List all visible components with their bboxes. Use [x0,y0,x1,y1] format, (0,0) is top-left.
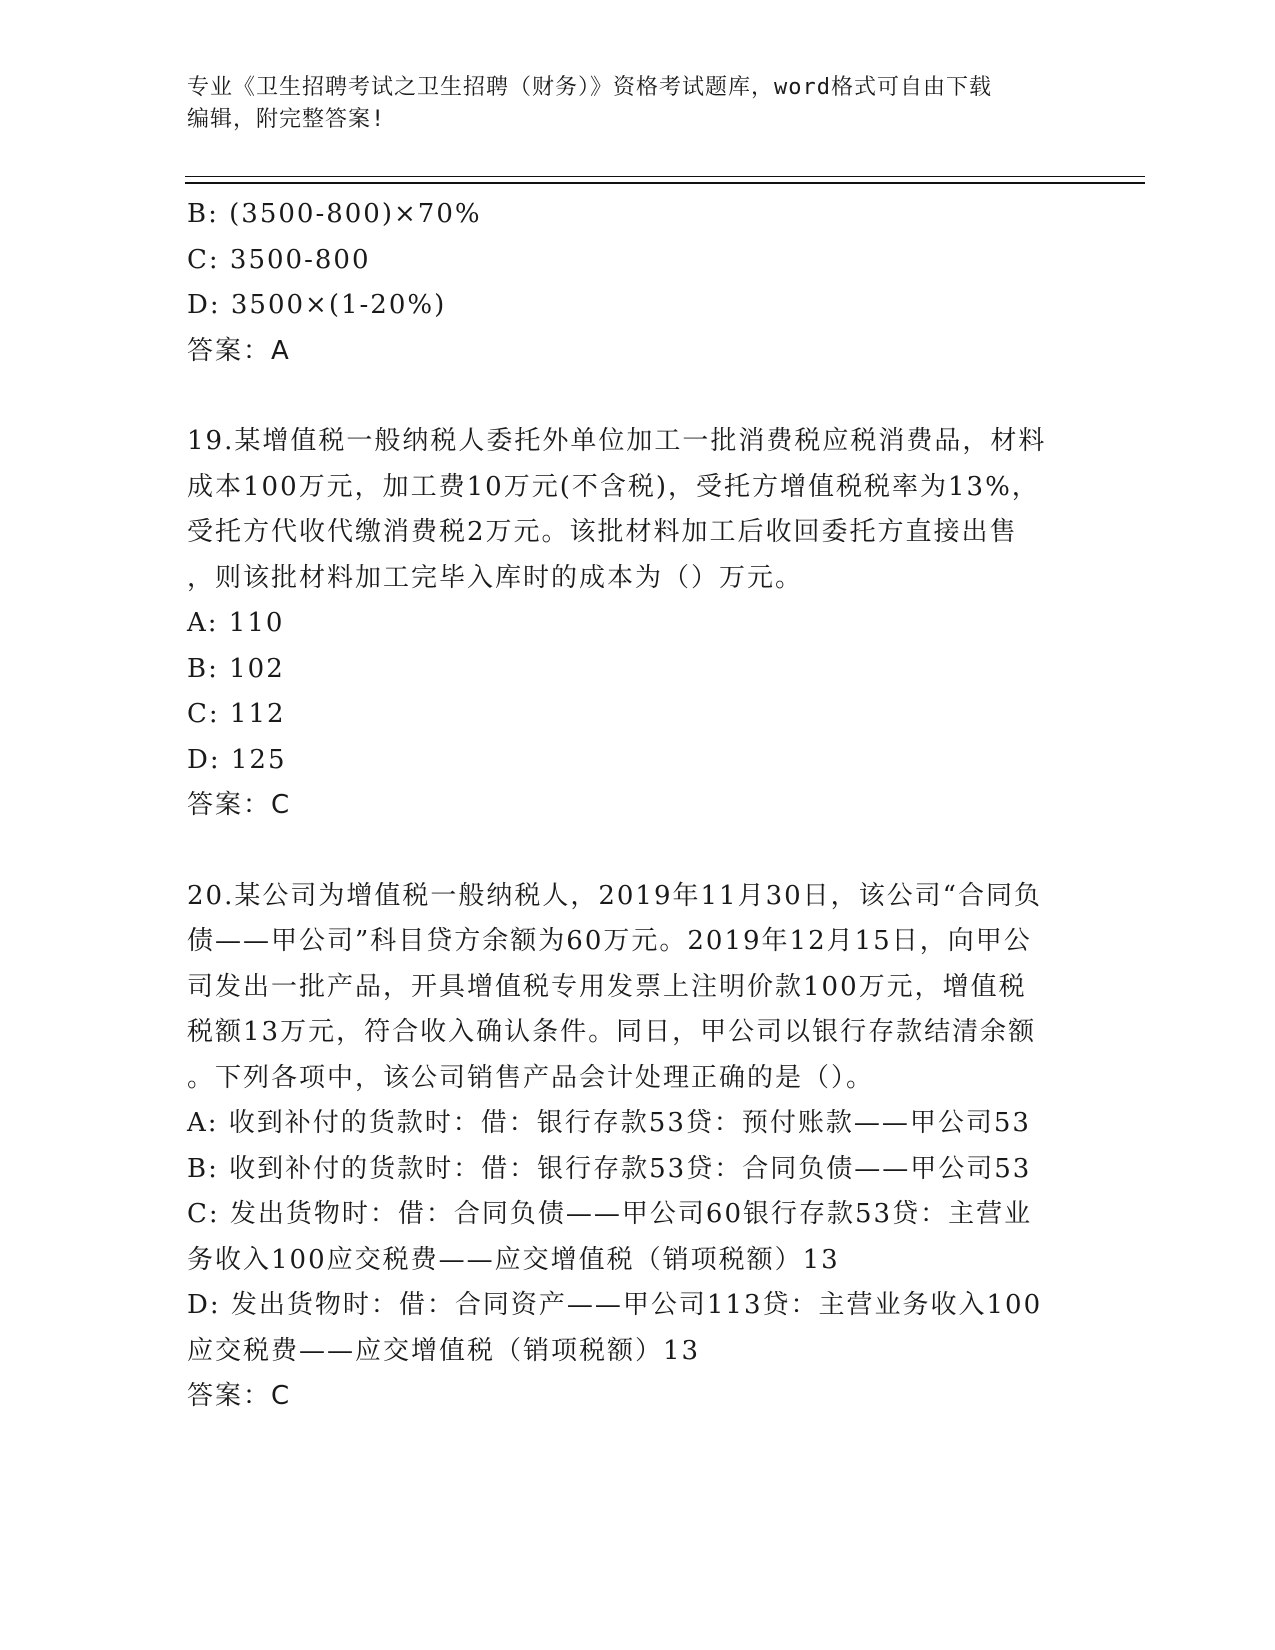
option-c: C: 发出货物时：借：合同负债——甲公司60银行存款53贷：主营业 [187,1199,1033,1229]
option-b: B: 102 [187,653,285,684]
header-divider-thick [185,182,1145,184]
header-line-1: 专业《卫生招聘考试之卫生招聘（财务）》资格考试题库，word格式可自由下载 [187,75,992,100]
question-20 [187,874,1087,1420]
question-stem-line: 司发出一批产品，开具增值税专用发票上注明价款100万元，增值税 [187,971,1027,1002]
question-content [187,192,1087,1420]
option-d: D: 3500×(1-20%) [187,290,447,320]
answer-label: 答案：C [187,1381,292,1411]
spacer [187,374,1087,419]
option-c-continued: 务收入100应交税费——应交增值税（销项税额）13 [187,1244,840,1275]
question-stem-line: 。下列各项中，该公司销售产品会计处理正确的是（）。 [187,1062,875,1093]
question-19 [187,419,1087,829]
option-c: C: 3500-800 [187,244,371,275]
option-d: D: 125 [187,744,287,775]
question-stem-line: ，则该批材料加工完毕入库时的成本为（）万元。 [187,562,804,593]
option-c: C: 112 [187,699,286,729]
header-divider-thin [185,176,1145,177]
answer-label: 答案：C [187,790,292,820]
option-b: B: 收到补付的货款时：借：银行存款53贷：合同负债——甲公司53 [187,1153,1032,1184]
option-d: D: 发出货物时：借：合同资产——甲公司113贷：主营业务收入100 [187,1290,1043,1320]
option-a: A: 收到补付的货款时：借：银行存款53贷：预付账款——甲公司53 [187,1108,1031,1138]
option-a: A: 110 [187,608,285,638]
question-stem-line: 受托方代收代缴消费税2万元。该批材料加工后收回委托方直接出售 [187,517,1018,547]
question-stem-line: 成本100万元，加工费10万元(不含税)，受托方增值税税率为13%， [187,471,1040,502]
document-header [187,72,1087,136]
answer-label: 答案：A [187,335,291,366]
option-d-continued: 应交税费——应交增值税（销项税额）13 [187,1335,701,1366]
option-b: B: (3500-800)×70% [187,199,482,229]
question-stem-line: 20.某公司为增值税一般纳税人，2019年11月30日，该公司“合同负 [187,880,1042,911]
question-stem-line: 税额13万元，符合收入确认条件。同日，甲公司以银行存款结清余额 [187,1017,1037,1047]
question-stem-line: 19.某增值税一般纳税人委托外单位加工一批消费税应税消费品，材料 [187,426,1047,456]
spacer [187,829,1087,874]
question-stem-line: 债——甲公司”科目贷方余额为60万元。2019年12月15日，向甲公 [187,926,1032,956]
header-line-2: 编辑，附完整答案! [187,107,386,132]
question-18-tail [187,192,1087,374]
